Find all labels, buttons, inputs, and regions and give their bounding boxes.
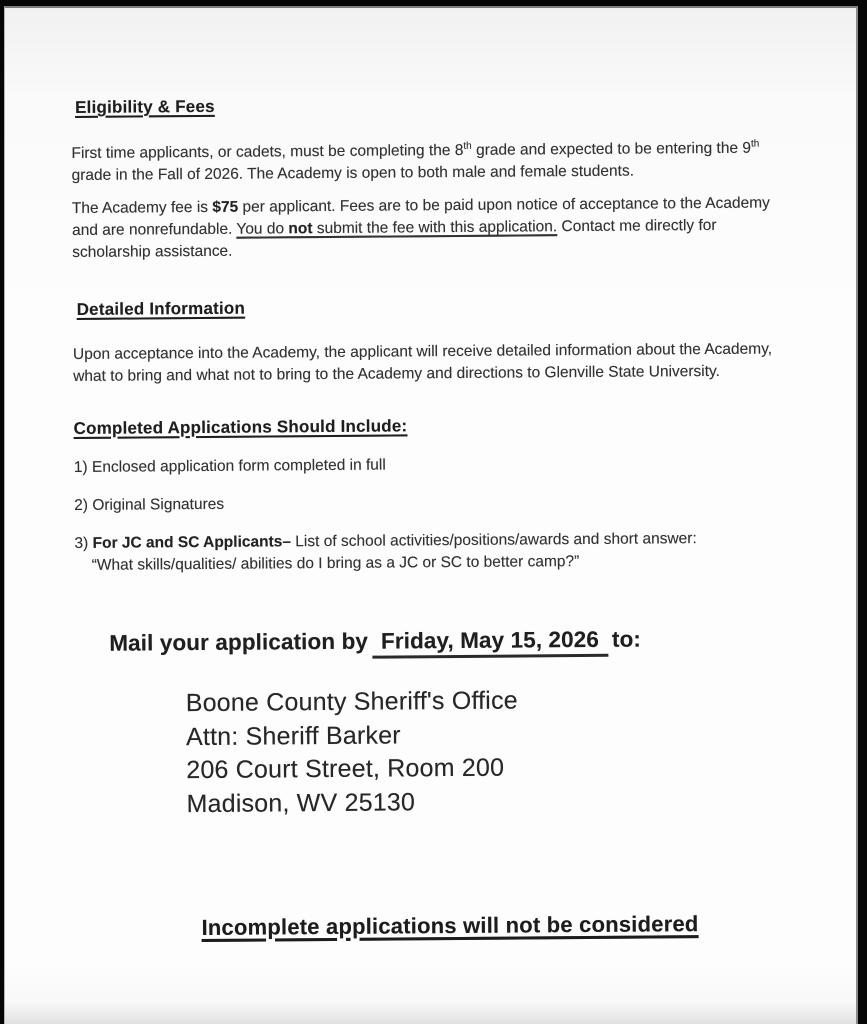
scanned-page xyxy=(4,6,858,1024)
text-run: and are nonrefundable. xyxy=(71,220,237,239)
text-line: what to bring and what not to bring to the Academy and directions to Glenville State University. xyxy=(73,362,720,385)
superscript-th: th xyxy=(463,140,472,152)
list-item-3 xyxy=(74,527,819,577)
mail-deadline-date: Friday, May 15, 2026 xyxy=(372,627,608,659)
text-run: List of school activities/positions/awards and short answer: xyxy=(290,530,697,551)
paragraph-first-time-applicants xyxy=(71,137,816,187)
paragraph-detailed-information xyxy=(73,338,818,388)
mail-instruction-line xyxy=(109,625,820,661)
section-heading-completed-applications: Completed Applications Should Include: xyxy=(73,416,408,438)
emphasis-not: not xyxy=(288,220,313,238)
text-run: submit the fee with this application. xyxy=(312,218,558,238)
incomplete-applications-notice: Incomplete applications will not be considered xyxy=(201,911,699,940)
fee-amount: $75 xyxy=(212,198,239,216)
address-line-street: 206 Court Street, Room 200 xyxy=(186,753,505,785)
mail-prefix: Mail your application by xyxy=(109,628,369,656)
text-run: grade and expected to be entering the 9 xyxy=(471,139,752,159)
short-answer-question: “What skills/qualities/ abilities do I bring as a JC or SC to better camp?” xyxy=(91,553,580,574)
paragraph-academy-fee xyxy=(72,192,817,264)
text-line: scholarship assistance. xyxy=(72,242,233,261)
address-line-city: Madison, WV 25130 xyxy=(186,787,416,818)
text-run: per applicant. Fees are to be paid upon notice of acceptance to the Academy xyxy=(238,194,770,216)
list-item-2: 2) Original Signatures xyxy=(74,495,225,514)
text-run: The Academy fee is xyxy=(71,198,213,217)
item-number: 3) xyxy=(74,534,93,552)
text-run: You do xyxy=(236,220,289,238)
mail-suffix: to: xyxy=(611,626,642,652)
section-heading-eligibility-fees: Eligibility & Fees xyxy=(74,96,215,117)
text-run: Contact me directly for xyxy=(557,216,717,236)
document-content xyxy=(71,92,823,942)
address-line-attn: Attn: Sheriff Barker xyxy=(185,720,401,751)
jc-sc-applicants-label: For JC and SC Applicants– xyxy=(92,533,292,552)
text-line: grade in the Fall of 2026. The Academy is open to both male and female students. xyxy=(71,162,635,184)
underlined-fee-warning xyxy=(236,218,557,238)
list-item-1: 1) Enclosed application form completed in full xyxy=(73,456,386,476)
section-heading-detailed-information: Detailed Information xyxy=(76,298,246,319)
superscript-th: th xyxy=(750,138,760,150)
text-run: First time applicants, or cadets, must be completing the 8 xyxy=(71,141,464,162)
mailing-address-block xyxy=(186,682,822,821)
text-line: Upon acceptance into the Academy, the applicant will receive detailed information about the Academy, xyxy=(72,340,773,363)
address-line-office: Boone County Sheriff's Office xyxy=(185,686,518,718)
